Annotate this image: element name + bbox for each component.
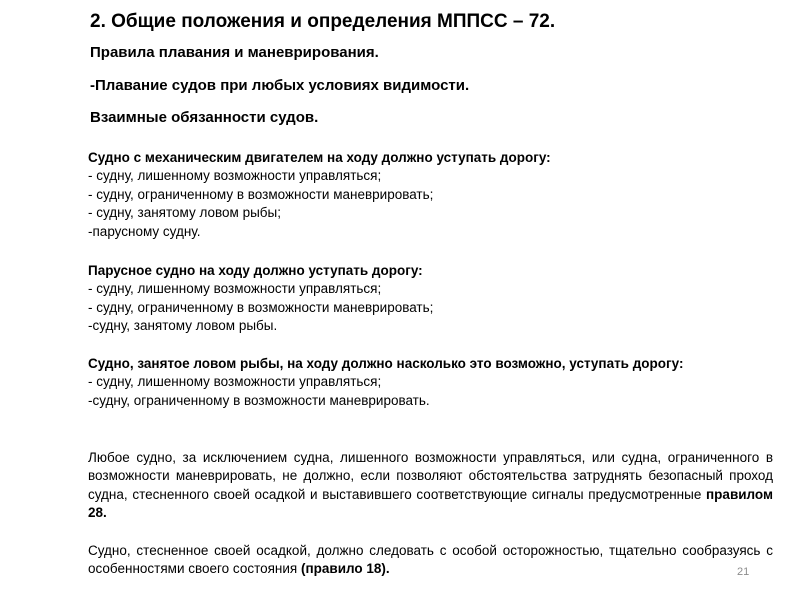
list-item: -парусному судну. (88, 223, 201, 239)
section-fishing-vessel (88, 355, 773, 410)
list-item: - судну, лишенному возможности управляться; (88, 168, 382, 184)
rule-reference: (правило 18). (300, 561, 390, 577)
heading-mutual-obligations: Взаимные обязанности судов. (90, 109, 319, 126)
section-lead: Судно с механическим двигателем на ходу должно уступать дорогу: (88, 150, 551, 165)
list-item: - судну, лишенному возможности управляться; (88, 281, 382, 297)
page-number: 21 (737, 566, 750, 578)
list-item: - судну, лишенному возможности управляться; (88, 374, 382, 390)
section-power-driven-vessel (88, 149, 773, 241)
section-lead: Судно, занятое ловом рыбы, на ходу должно насколько это возможно, уступать дорогу: (88, 356, 684, 371)
rule-reference: правилом 28. (88, 486, 773, 521)
list-item: -судну, занятому ловом рыбы. (88, 318, 278, 334)
list-item: - судну, занятому ловом рыбы; (88, 205, 281, 221)
slide-title: 2. Общие положения и определения МППСС – 72. (90, 11, 556, 32)
paragraph-text: Любое судно, за исключением судна, лишенного возможности управляться, или судна, ограниченного в возможности маневрировать, не должно, если позволяют обстоятельства затруднять безопасный проход судна, стесненного своей осадкой и выставившего соответствующие сигналы предусмотренные (88, 450, 773, 502)
section-lead: Парусное судно на ходу должно уступать дорогу: (88, 263, 423, 278)
paragraph-constrained-by-draught (88, 449, 773, 523)
paragraph-caution (88, 542, 773, 579)
heading-navigation-rules: Правила плавания и маневрирования. (90, 44, 379, 61)
list-item: - судну, ограниченному в возможности маневрировать; (88, 299, 434, 315)
heading-any-visibility: -Плавание судов при любых условиях видимости. (90, 77, 470, 94)
list-item: - судну, ограниченному в возможности маневрировать; (88, 186, 434, 202)
paragraph-text: Судно, стесненное своей осадкой, должно следовать с особой осторожностью, тщательно сообразуясь с особенностями своего состояния (88, 543, 773, 577)
list-item: -судну, ограниченному в возможности маневрировать. (88, 392, 430, 408)
section-sailing-vessel (88, 262, 773, 336)
